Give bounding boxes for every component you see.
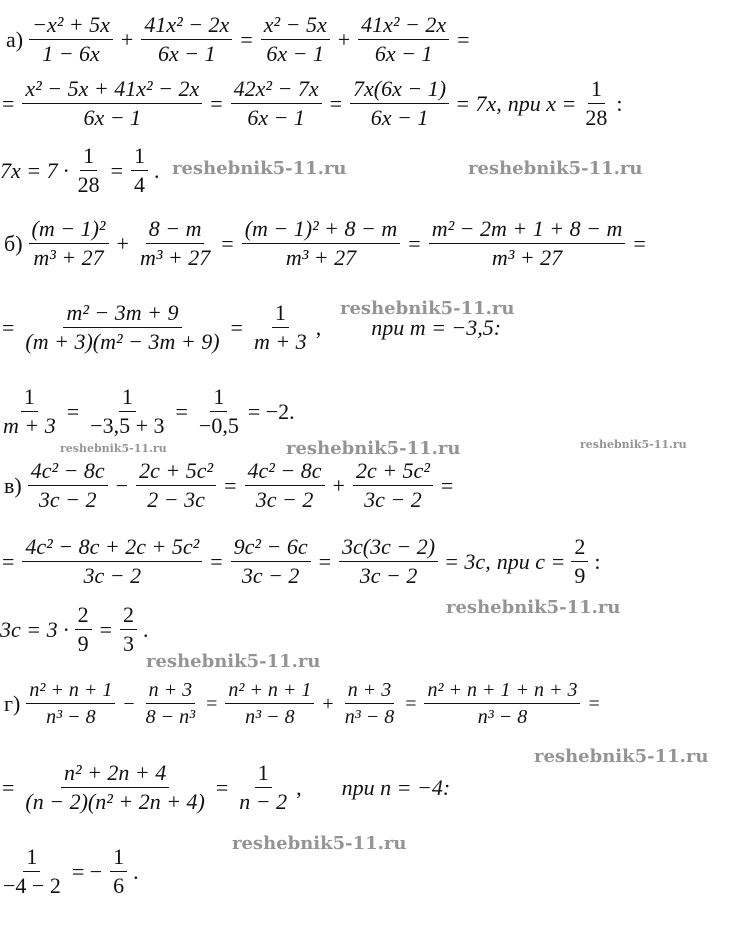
part-d-label: г) (4, 690, 21, 716)
fraction: $\frac{1}{4}$ (131, 145, 148, 196)
watermark: reshebnik5-11.ru (172, 158, 347, 179)
fraction: $\frac{1}{m + 3}$ (253, 300, 307, 354)
part-c-line-2: = $\frac{\text{4c² − 8c + 2c + 5c²}}{3c - 2}$ = $\frac{\text{9c² − 6c}}{3c - 2}$ = $\frac{3c(3c - 2)}{3c - 2}$ = 3c, при c = $\frac{2}{9}$ : (2, 534, 601, 588)
fraction: $\frac{\text{41x² − 2x}}{6x - 1}$ (141, 14, 232, 65)
fraction: $\frac{\text{4c² − 8c}}{3c - 2}$ (28, 460, 108, 511)
fraction: $\frac{1}{-4 - 2}$ (3, 844, 61, 898)
part-d-line-2: = $\frac{\text{n² + 2n + 4}}{\text{(n − 2)(n² + 2n + 4)}}$ = $\frac{1}{n - 2}$ , при n = −4: (2, 760, 451, 814)
watermark: reshebnik5-11.ru (286, 438, 461, 459)
watermark: reshebnik5-11.ru (446, 597, 621, 618)
watermark: reshebnik5-11.ru (146, 651, 321, 672)
part-c-line-3: 3c = 3 · $\frac{2}{9}$ = $\frac{2}{3}$ . (0, 602, 149, 656)
fraction: $\frac{\text{42x² − 7x}}{6x - 1}$ (231, 78, 322, 129)
fraction: $\frac{1}{6}$ (110, 846, 127, 897)
fraction: $\frac{\text{9c² − 6c}}{3c - 2}$ (231, 536, 311, 587)
fraction: $\frac{7x(6x - 1)}{6x - 1}$ (350, 78, 449, 129)
fraction: $\frac{1}{n - 2}$ (239, 760, 288, 814)
fraction: $\frac{\text{n² + n + 1}}{\text{n³ − 8}}$ (26, 680, 115, 727)
part-d-line-1: г) $\frac{\text{n² + n + 1}}{\text{n³ − 8}}$ − $\frac{n + 3}{\text{8 − n³}}$ = $\frac{\text{n² + n + 1}}{\text{n³ − 8}}$ + $\frac{n + 3}{\text{n³ − 8}}$ = $\frac{\text{n² + n + 1 + n + 3}}{\text{n³ − 8}}$ = (4, 679, 600, 728)
fraction: $\frac{n + 3}{\text{n³ − 8}}$ (344, 679, 395, 728)
part-a-label: а) (6, 26, 24, 52)
fraction: $\frac{\text{2c + 5c²}}{3c - 2}$ (353, 460, 433, 511)
fraction: $\frac{\text{41x² − 2x}}{6x - 1}$ (358, 14, 449, 65)
part-b-line-1: б) $\frac{\text{(m − 1)²}}{\text{m³ + 27}}$ + $\frac{8 - m}{\text{m³ + 27}}$ = $\frac{\text{(m − 1)² + 8 − m}}{\text{m³ + 27}}$ = $\frac{\text{m² − 2m + 1 + 8 − m}}{\text{m³ + 27}}$ = (4, 216, 646, 270)
fraction: $\frac{\text{(m − 1)² + 8 − m}}{\text{m³ + 27}}$ (242, 218, 401, 269)
part-b-line-2: = $\frac{\text{m² − 3m + 9}}{\text{(m + 3)(m² − 3m + 9)}}$ = $\frac{1}{m + 3}$ , при m = −3,5: (2, 300, 502, 354)
fraction: $\frac{1}{-0,5}$ (198, 384, 239, 438)
fraction: $\frac{\text{4c² − 8c + 2c + 5c²}}{3c - 2}$ (22, 536, 202, 587)
fraction: $\frac{\text{(m − 1)²}}{\text{m³ + 27}}$ (29, 218, 109, 269)
part-a-line-3: 7x = 7 · $\frac{1}{28}$ = $\frac{1}{4}$ . (0, 143, 160, 197)
watermark: reshebnik5-11.ru (534, 746, 709, 767)
fraction: $\frac{1}{-3,5 + 3}$ (90, 384, 165, 438)
fraction: $\frac{1}{28}$ (77, 143, 100, 197)
fraction: $\frac{\text{x² − 5x + 41x² − 2x}}{6x - 1}$ (22, 78, 202, 129)
fraction: $\frac{\text{n² + n + 1}}{\text{n³ − 8}}$ (225, 680, 314, 727)
part-c-label: в) (4, 472, 22, 498)
fraction: $\frac{1}{28}$ (585, 76, 608, 130)
fraction: $\frac{\text{m² − 2m + 1 + 8 − m}}{\text{m³ + 27}}$ (429, 218, 626, 269)
watermark: reshebnik5-11.ru (60, 442, 167, 455)
fraction: $\frac{\text{2c + 5c²}}{2 - 3c}$ (136, 460, 216, 511)
fraction: $\frac{8 - m}{\text{m³ + 27}}$ (139, 216, 211, 270)
fraction: $\frac{\text{m² − 3m + 9}}{\text{(m + 3)(m² − 3m + 9)}}$ (25, 300, 220, 354)
watermark: reshebnik5-11.ru (580, 438, 687, 451)
fraction: $\frac{2}{3}$ (120, 604, 137, 655)
part-b-label: б) (4, 230, 23, 256)
fraction: $\frac{\text{n² + 2n + 4}}{\text{(n − 2)(n² + 2n + 4)}}$ (25, 760, 205, 814)
fraction: $\frac{\text{x² − 5x}}{6x - 1}$ (261, 14, 330, 65)
fraction: $\frac{2}{9}$ (571, 536, 588, 587)
fraction: $\frac{3c(3c - 2)}{3c - 2}$ (339, 536, 438, 587)
fraction: $\frac{n + 3}{\text{8 − n³}}$ (145, 679, 196, 728)
fraction: $\frac{\text{4c² − 8c}}{3c - 2}$ (245, 460, 325, 511)
fraction: $\frac{1}{m + 3}$ (3, 384, 56, 438)
part-b-line-3: $\frac{1}{m + 3}$ = $\frac{1}{-3,5 + 3}$ = $\frac{1}{-0,5}$ = −2. (0, 386, 301, 437)
part-d-line-3: $\frac{1}{-4 - 2}$ = − $\frac{1}{6}$ . (0, 846, 145, 897)
part-a-line-2: = $\frac{\text{x² − 5x + 41x² − 2x}}{6x - 1}$ = $\frac{\text{42x² − 7x}}{6x - 1}$ = $\frac{7x(6x - 1)}{6x - 1}$ = 7x, при x = $\frac{1}{28}$ : (2, 76, 623, 130)
fraction: $\frac{2}{9}$ (75, 604, 92, 655)
fraction: $\frac{\text{−x² + 5x}}{1 - 6x}$ (29, 14, 113, 65)
watermark: reshebnik5-11.ru (232, 833, 407, 854)
part-c-line-1: в) $\frac{\text{4c² − 8c}}{3c - 2}$ − $\frac{\text{2c + 5c²}}{2 - 3c}$ = $\frac{\text{4c² − 8c}}{3c - 2}$ + $\frac{\text{2c + 5c²}}{3c - 2}$ = (4, 458, 454, 512)
watermark: reshebnik5-11.ru (340, 298, 515, 319)
fraction: $\frac{\text{n² + n + 1 + n + 3}}{\text{n³ − 8}}$ (424, 680, 580, 727)
part-a-line-1: а) $\frac{\text{−x² + 5x}}{1 - 6x}$ + $\frac{\text{41x² − 2x}}{6x - 1}$ = $\frac{\text{x² − 5x}}{6x - 1}$ + $\frac{\text{41x² − 2x}}{6x - 1}$ = (6, 12, 470, 66)
watermark: reshebnik5-11.ru (468, 158, 643, 179)
